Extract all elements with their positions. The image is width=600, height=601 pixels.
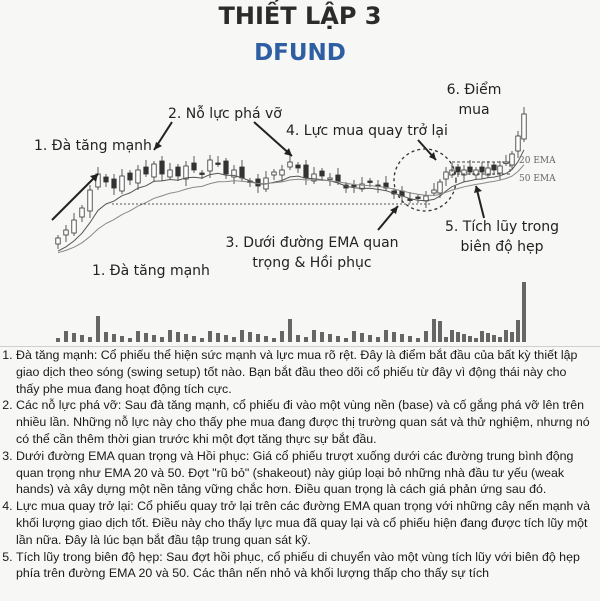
volume-bar: [128, 338, 132, 342]
candle: [498, 161, 502, 180]
volume-bar: [280, 331, 284, 342]
volume-bar: [184, 334, 188, 342]
candle: [64, 225, 68, 242]
volume-bar: [468, 336, 472, 342]
candle: [56, 235, 60, 249]
annotation-tight-range: [436, 217, 568, 257]
volume-bar: [256, 334, 260, 342]
annotation-strong-rally: 1. Đà tăng mạnh: [34, 138, 152, 154]
candle: [486, 161, 490, 178]
candle-body: [492, 165, 496, 170]
volume-bar: [368, 335, 372, 342]
volume-bar: [320, 332, 324, 342]
candle: [432, 183, 436, 196]
volume-bar: [176, 332, 180, 342]
volume-bar: [216, 333, 220, 342]
annotation-buy-point-line2: mua: [458, 102, 490, 118]
volume-bar: [200, 338, 204, 342]
candle-body: [328, 178, 332, 180]
candle: [152, 161, 156, 182]
candle: [328, 173, 332, 186]
candle: [176, 164, 180, 181]
candle-body: [152, 164, 156, 177]
candle: [88, 185, 92, 218]
candle: [104, 174, 108, 187]
highlight-circle: [394, 149, 456, 211]
volume-bar: [152, 335, 156, 342]
candle: [216, 156, 220, 167]
candle: [360, 177, 364, 192]
volume-bar: [88, 337, 92, 342]
candle: [80, 205, 84, 222]
candle: [444, 167, 448, 186]
candle: [424, 191, 428, 208]
candle-body: [120, 176, 124, 191]
volume-bar: [360, 333, 364, 342]
candle: [128, 170, 132, 185]
volume-bar: [296, 335, 300, 342]
candle-body: [216, 163, 220, 165]
candle-body: [280, 170, 284, 175]
volume-bar: [480, 331, 484, 342]
volume-bar: [144, 333, 148, 342]
candle-body: [444, 172, 448, 179]
candle-body: [522, 114, 526, 139]
volume-bar: [80, 335, 84, 342]
annotation-under-ema-line1: 3. Dưới đường EMA quan: [225, 235, 399, 251]
annotation-tight-range-line1: 5. Tích lũy trong: [444, 219, 560, 235]
annotation-buy-point: [442, 80, 506, 120]
candle: [272, 169, 276, 180]
candle-body: [304, 165, 308, 178]
candle: [160, 156, 164, 181]
candle-body: [192, 163, 196, 170]
volume-bar: [516, 320, 520, 342]
volume-bar: [168, 330, 172, 342]
volume-bar: [96, 316, 100, 342]
candle-body: [104, 177, 108, 182]
volume-bar: [408, 336, 412, 342]
volume-bar: [248, 332, 252, 342]
candle-body: [468, 167, 472, 172]
volume-bar: [192, 336, 196, 342]
volume-bar: [56, 338, 60, 342]
annotation-strong-rally-bottom: 1. Đà tăng mạnh: [92, 263, 210, 279]
candle: [72, 213, 76, 236]
volume-bar: [112, 334, 116, 342]
candle-body: [510, 154, 514, 165]
candle: [516, 131, 520, 158]
candle-body: [112, 179, 116, 188]
candle: [192, 156, 196, 173]
candle: [136, 165, 140, 190]
candle: [384, 176, 388, 191]
candle-body: [240, 167, 244, 178]
volume-bar: [504, 330, 508, 342]
candle: [522, 107, 526, 142]
candle: [304, 160, 308, 185]
volume-bar: [522, 282, 526, 342]
volume-bar: [272, 338, 276, 342]
note-item: 3. Dưới đường EMA quan trọng và Hồi phục: Giá cổ phiếu trượt xuống dưới các đường trung bình động quan trọng như EMA 20 và 50. Đợt "rũ bỏ" (shakeout) này giúp loại bỏ những nhà đầu tư yếu (weak hands) và xây dựng một nền tảng vững chắc hơn. Điều quan trọng là cách giá phản ứng sau đó.: [16, 448, 592, 498]
candle-body: [168, 170, 172, 177]
candle-body: [64, 230, 68, 235]
volume-bar: [352, 331, 356, 342]
candle-body: [368, 181, 372, 183]
candle-body: [136, 170, 140, 183]
volume-bar: [432, 319, 436, 342]
volume-bar: [136, 331, 140, 342]
notes-panel: [0, 346, 600, 601]
candle-body: [128, 173, 132, 180]
annotation-under-ema: [222, 233, 402, 273]
candle-body: [352, 185, 356, 187]
volume-bar: [474, 338, 478, 342]
volume-bar: [450, 330, 454, 342]
volume-bar: [384, 330, 388, 342]
candlestick-chart: [0, 70, 600, 346]
candle: [492, 162, 496, 175]
candle-body: [208, 160, 212, 171]
volume-bar: [456, 332, 460, 342]
volume-bar: [486, 333, 490, 342]
volume-bar: [120, 336, 124, 342]
candle: [504, 155, 508, 166]
volume-bar: [492, 335, 496, 342]
volume-bar: [400, 334, 404, 342]
candle: [456, 164, 460, 177]
candle-body: [288, 162, 292, 167]
candle-body: [56, 238, 60, 244]
candle: [312, 167, 316, 184]
candle-body: [480, 167, 484, 172]
annotation-buy-point-line1: 6. Điểm: [446, 82, 502, 98]
volume-bar: [208, 331, 212, 342]
candle-body: [296, 165, 300, 168]
candle-body: [438, 182, 442, 193]
candle: [224, 158, 228, 179]
volume-bar: [64, 331, 68, 342]
volume-bar: [344, 338, 348, 342]
volume-bar: [498, 337, 502, 342]
ema50-label: 50 EMA: [519, 174, 556, 184]
volume-bar: [462, 334, 466, 342]
candle-body: [176, 167, 180, 176]
note-item: 1. Đà tăng mạnh: Cổ phiếu thể hiện sức mạnh và lực mua rõ rệt. Đây là điểm bắt đầu của bất kỳ thiết lập giao dịch theo sóng (swing setup) tốt nào. Bạn bắt đầu theo dõi cổ phiếu từ đây vì động thái này cho thấy phe mua đang hoạt động tích cực.: [16, 347, 592, 397]
candle-body: [256, 179, 260, 186]
volume-bar: [438, 321, 442, 342]
candle: [184, 161, 188, 186]
candle-body: [272, 172, 276, 175]
note-item: 4. Lực mua quay trở lại: Cổ phiếu quay trở lại trên các đường EMA quan trọng với những cây nến mạnh và khối lượng giao dịch tốt. Điều này cho thấy lực mua đã quay lại và cổ phiếu hiện đang được tích lũy một lần nữa. Đây là lúc bạn bắt đầu tập trung quan sát kỹ.: [16, 498, 592, 548]
volume-bar: [224, 335, 228, 342]
volume-bar: [392, 332, 396, 342]
candle: [416, 194, 420, 203]
candle-body: [498, 166, 502, 173]
volume-bar: [312, 330, 316, 342]
volume-bar: [104, 332, 108, 342]
volume-bar: [264, 336, 268, 342]
notes-list: [0, 347, 600, 582]
candle: [120, 169, 124, 194]
candle: [288, 155, 292, 170]
volume-bar: [240, 330, 244, 342]
candle-body: [72, 220, 76, 233]
candle-body: [516, 136, 520, 151]
note-item: 5. Tích lũy trong biên độ hẹp: Sau đợt hồi phục, cổ phiếu di chuyển vào một vùng tích lũy với biên độ hẹp phía trên đường EMA 20 và 50. Các thân nến nhỏ và khối lượng thấp cho thấy sự tích: [16, 549, 592, 583]
candle: [296, 162, 300, 173]
volume-bar: [304, 337, 308, 342]
candle-body: [224, 161, 228, 174]
volume-bar: [444, 337, 448, 342]
candle-body: [432, 190, 436, 193]
volume-bars: [56, 282, 526, 342]
volume-bar: [416, 338, 420, 342]
candle-body: [320, 171, 324, 176]
candle-body: [88, 190, 92, 211]
candle: [264, 171, 268, 192]
candle: [112, 174, 116, 195]
candle-body: [200, 173, 204, 175]
volume-bar: [328, 334, 332, 342]
candle-body: [184, 166, 188, 179]
note-item: 2. Các nỗ lực phá vỡ: Sau đà tăng mạnh, cổ phiếu đi vào một vùng nền (base) và cố gắng phá vỡ lên trên nhiều lần. Những nỗ lực này cho thấy phe mua đang được thị trường quan sát và thử nghiệm, nhưng nó có thể cần thêm thời gian trước khi một đợt tăng thực sự bắt đầu.: [16, 397, 592, 447]
candle: [168, 163, 172, 180]
volume-bar: [232, 337, 236, 342]
page-title: THIẾT LẬP 3: [218, 2, 382, 30]
arrowhead-ann5: [474, 186, 482, 193]
volume-bar: [510, 332, 514, 342]
volume-bar: [376, 337, 380, 342]
ema20-label: 20 EMA: [519, 156, 556, 166]
annotation-tight-range-line2: biên độ hẹp: [460, 239, 544, 255]
candle-body: [160, 161, 164, 174]
annotation-buying-returns: 4. Lực mua quay trở lại: [286, 123, 448, 139]
annotation-under-ema-line2: trọng & Hồi phục: [252, 255, 372, 271]
volume-bar: [72, 333, 76, 342]
volume-bar: [160, 337, 164, 342]
candle-body: [336, 175, 340, 182]
candle-body: [416, 197, 420, 199]
candle: [480, 162, 484, 179]
volume-bar: [336, 336, 340, 342]
candle-body: [144, 167, 148, 174]
candle: [144, 160, 148, 177]
volume-bar: [288, 319, 292, 342]
candle-body: [80, 208, 84, 217]
candle-body: [456, 167, 460, 172]
page-subtitle: DFUND: [254, 40, 346, 66]
volume-bar: [424, 331, 428, 342]
annotation-breakout-attempts: 2. Nỗ lực phá vỡ: [168, 106, 282, 122]
candle: [352, 180, 356, 193]
